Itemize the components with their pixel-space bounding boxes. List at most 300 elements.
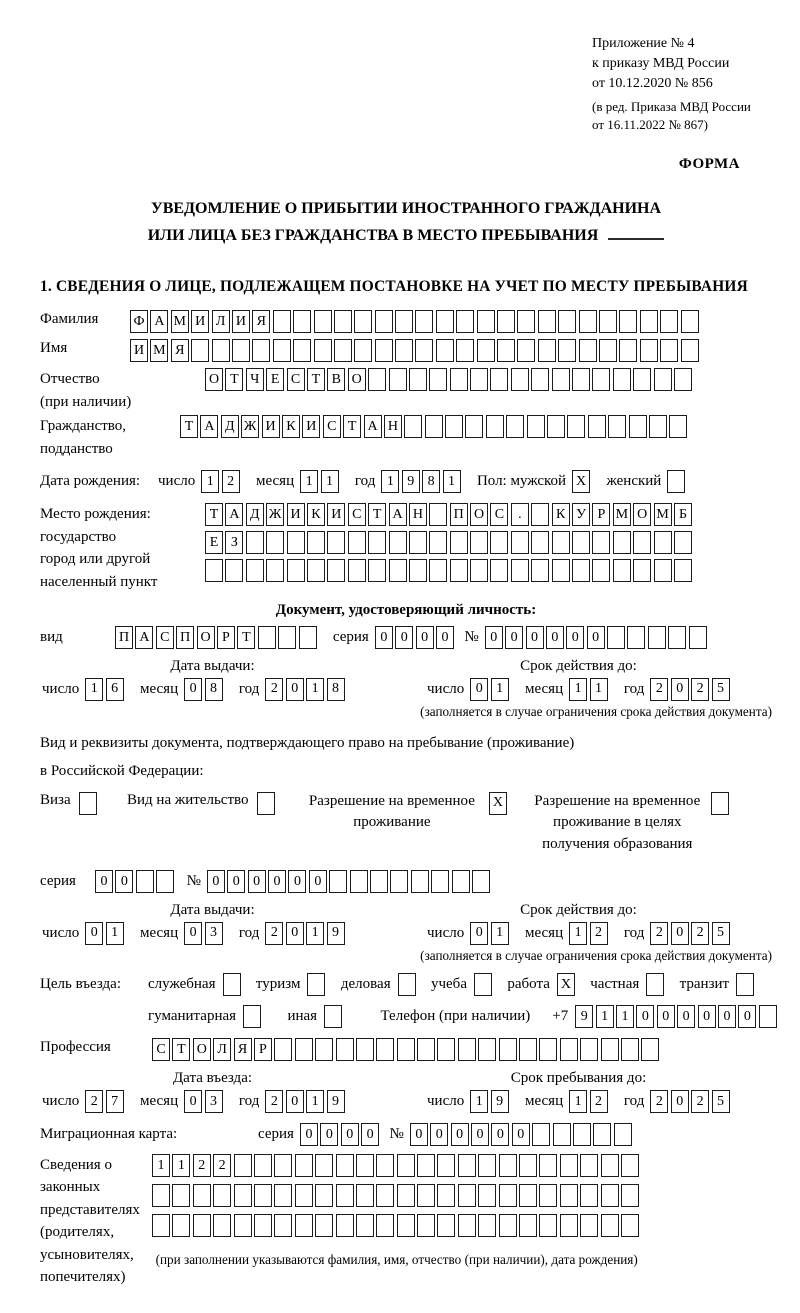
profession-field-cell[interactable] xyxy=(397,1038,415,1061)
birth-place-line1-cell[interactable]: П xyxy=(450,503,468,526)
profession-field-cell[interactable] xyxy=(437,1038,455,1061)
phone-field-cell[interactable]: 0 xyxy=(677,1005,695,1028)
citizenship-field-cell[interactable]: А xyxy=(200,415,218,438)
birth-place-line3-cell[interactable] xyxy=(266,559,284,582)
legal-reps-line2-cell[interactable] xyxy=(519,1184,537,1207)
doc-expiry-year-cell[interactable]: 5 xyxy=(712,678,730,701)
legal-reps-line1-cell[interactable] xyxy=(621,1154,639,1177)
birth-place-line3-cell[interactable] xyxy=(307,559,325,582)
legal-reps-line3-cell[interactable] xyxy=(539,1214,557,1237)
birth-place-line2-cell[interactable] xyxy=(654,531,672,554)
phone-field-cell[interactable]: 0 xyxy=(698,1005,716,1028)
legal-reps-line1-cell[interactable]: 1 xyxy=(172,1154,190,1177)
surname-field-cell[interactable] xyxy=(517,310,535,333)
birth-place-line1-cell[interactable]: М xyxy=(613,503,631,526)
doc-series-field-cell[interactable]: 0 xyxy=(416,626,434,649)
purpose-humanitarian-checkbox-cell[interactable] xyxy=(243,1005,261,1028)
legal-reps-line2-cell[interactable] xyxy=(621,1184,639,1207)
profession-field-cell[interactable] xyxy=(560,1038,578,1061)
migration-number-field-cell[interactable]: 0 xyxy=(451,1123,469,1146)
doc-kind-field-cell[interactable]: Т xyxy=(237,626,255,649)
birth-place-line2-cell[interactable] xyxy=(592,531,610,554)
birth-place-line2-cell[interactable]: З xyxy=(225,531,243,554)
doc-number-field-cell[interactable] xyxy=(668,626,686,649)
legal-reps-line3-cell[interactable] xyxy=(234,1214,252,1237)
birth-place-line3-cell[interactable] xyxy=(225,559,243,582)
given-name-field-cell[interactable] xyxy=(558,339,576,362)
surname-field-cell[interactable] xyxy=(579,310,597,333)
profession-field-cell[interactable] xyxy=(621,1038,639,1061)
entry-month-cell[interactable]: 3 xyxy=(205,1090,223,1113)
birth-place-line3-cell[interactable] xyxy=(205,559,223,582)
birth-place-line3-cell[interactable] xyxy=(470,559,488,582)
patronymic-field-cell[interactable] xyxy=(490,368,508,391)
legal-reps-line3-cell[interactable] xyxy=(315,1214,333,1237)
legal-reps-line2-cell[interactable] xyxy=(295,1184,313,1207)
patronymic-field-cell[interactable] xyxy=(450,368,468,391)
surname-field-cell[interactable] xyxy=(660,310,678,333)
given-name-field-cell[interactable] xyxy=(640,339,658,362)
legal-reps-line3-cell[interactable] xyxy=(580,1214,598,1237)
citizenship-field-cell[interactable] xyxy=(527,415,545,438)
edu-permit-checkbox-cell[interactable] xyxy=(711,792,729,815)
citizenship-field-cell[interactable] xyxy=(547,415,565,438)
birth-place-line1-cell[interactable]: Р xyxy=(592,503,610,526)
birth-place-line3-cell[interactable] xyxy=(490,559,508,582)
birth-place-line1-cell[interactable]: С xyxy=(490,503,508,526)
given-name-field-cell[interactable] xyxy=(517,339,535,362)
birth-month-cell[interactable]: 1 xyxy=(300,470,318,493)
profession-field-cell[interactable] xyxy=(315,1038,333,1061)
citizenship-field-cell[interactable]: И xyxy=(262,415,280,438)
birth-place-line2-cell[interactable] xyxy=(287,531,305,554)
birth-place-line2-cell[interactable]: Е xyxy=(205,531,223,554)
patronymic-field-cell[interactable] xyxy=(674,368,692,391)
birth-place-line3-cell[interactable] xyxy=(654,559,672,582)
doc-issue-day-cell[interactable]: 6 xyxy=(106,678,124,701)
doc-kind-field-cell[interactable]: Р xyxy=(217,626,235,649)
birth-place-line2-cell[interactable] xyxy=(429,531,447,554)
surname-field-cell[interactable] xyxy=(375,310,393,333)
profession-field-cell[interactable]: Л xyxy=(213,1038,231,1061)
profession-field-cell[interactable] xyxy=(539,1038,557,1061)
migration-number-field-cell[interactable] xyxy=(614,1123,632,1146)
phone-field-cell[interactable]: 0 xyxy=(718,1005,736,1028)
given-name-field-cell[interactable] xyxy=(314,339,332,362)
birth-place-line1-cell[interactable]: Т xyxy=(368,503,386,526)
purpose-private-checkbox-cell[interactable] xyxy=(646,973,664,996)
phone-field-cell[interactable]: 1 xyxy=(616,1005,634,1028)
given-name-field-cell[interactable] xyxy=(538,339,556,362)
citizenship-field-cell[interactable] xyxy=(486,415,504,438)
profession-field-cell[interactable]: Р xyxy=(254,1038,272,1061)
profession-field-cell[interactable]: О xyxy=(193,1038,211,1061)
citizenship-field-cell[interactable] xyxy=(629,415,647,438)
profession-field-cell[interactable] xyxy=(519,1038,537,1061)
legal-reps-line3-cell[interactable] xyxy=(336,1214,354,1237)
birth-month-cell[interactable]: 1 xyxy=(321,470,339,493)
doc-number-field-cell[interactable]: 0 xyxy=(587,626,605,649)
birth-place-line2-cell[interactable] xyxy=(246,531,264,554)
entry-year-cell[interactable]: 2 xyxy=(265,1090,283,1113)
surname-field-cell[interactable] xyxy=(497,310,515,333)
birth-place-line1-cell[interactable]: У xyxy=(572,503,590,526)
birth-place-line1-cell[interactable]: А xyxy=(225,503,243,526)
legal-reps-line3-cell[interactable] xyxy=(560,1214,578,1237)
permit-series-field-cell[interactable] xyxy=(136,870,154,893)
migration-number-field-cell[interactable]: 0 xyxy=(491,1123,509,1146)
birth-place-line1-cell[interactable]: К xyxy=(552,503,570,526)
birth-place-line2-cell[interactable] xyxy=(348,531,366,554)
citizenship-field-cell[interactable] xyxy=(567,415,585,438)
citizenship-field-cell[interactable]: Д xyxy=(221,415,239,438)
profession-field-cell[interactable]: С xyxy=(152,1038,170,1061)
birth-place-line1-cell[interactable]: К xyxy=(307,503,325,526)
sex-male-checkbox-cell[interactable]: X xyxy=(572,470,590,493)
profession-field-cell[interactable]: Я xyxy=(234,1038,252,1061)
given-name-field-cell[interactable] xyxy=(619,339,637,362)
legal-reps-line1-cell[interactable] xyxy=(519,1154,537,1177)
surname-field-cell[interactable] xyxy=(477,310,495,333)
citizenship-field-cell[interactable]: Т xyxy=(180,415,198,438)
purpose-tourism-checkbox-cell[interactable] xyxy=(307,973,325,996)
doc-number-field-cell[interactable] xyxy=(648,626,666,649)
patronymic-field-cell[interactable] xyxy=(572,368,590,391)
citizenship-field-cell[interactable] xyxy=(425,415,443,438)
purpose-study-checkbox-cell[interactable] xyxy=(474,973,492,996)
legal-reps-line1-cell[interactable] xyxy=(458,1154,476,1177)
permit-issue-year-cell[interactable]: 1 xyxy=(306,922,324,945)
legal-reps-line3-cell[interactable] xyxy=(376,1214,394,1237)
surname-field-cell[interactable] xyxy=(314,310,332,333)
surname-field-cell[interactable] xyxy=(354,310,372,333)
legal-reps-line2-cell[interactable] xyxy=(560,1184,578,1207)
migration-number-field-cell[interactable]: 0 xyxy=(512,1123,530,1146)
legal-reps-line1-cell[interactable] xyxy=(397,1154,415,1177)
residence-permit-checkbox-cell[interactable] xyxy=(257,792,275,815)
permit-expiry-year-cell[interactable]: 2 xyxy=(691,922,709,945)
birth-place-line3-cell[interactable] xyxy=(348,559,366,582)
stay-year-cell[interactable]: 0 xyxy=(671,1090,689,1113)
legal-reps-line1-cell[interactable] xyxy=(580,1154,598,1177)
legal-reps-line2-cell[interactable] xyxy=(397,1184,415,1207)
migration-number-field-cell[interactable] xyxy=(553,1123,571,1146)
birth-place-line3-cell[interactable] xyxy=(450,559,468,582)
legal-reps-line1-cell[interactable] xyxy=(274,1154,292,1177)
doc-expiry-day-cell[interactable]: 0 xyxy=(470,678,488,701)
legal-reps-line3-cell[interactable] xyxy=(295,1214,313,1237)
profession-field-cell[interactable] xyxy=(499,1038,517,1061)
given-name-field-cell[interactable]: И xyxy=(130,339,148,362)
permit-number-field-cell[interactable]: 0 xyxy=(288,870,306,893)
permit-expiry-year-cell[interactable]: 0 xyxy=(671,922,689,945)
permit-series-field-cell[interactable]: 0 xyxy=(115,870,133,893)
doc-issue-month-cell[interactable]: 8 xyxy=(205,678,223,701)
birth-place-line3-cell[interactable] xyxy=(287,559,305,582)
doc-series-field-cell[interactable]: 0 xyxy=(395,626,413,649)
permit-number-field-cell[interactable] xyxy=(329,870,347,893)
birth-place-line1-cell[interactable]: О xyxy=(470,503,488,526)
given-name-field-cell[interactable] xyxy=(273,339,291,362)
patronymic-field-cell[interactable]: С xyxy=(287,368,305,391)
surname-field-cell[interactable] xyxy=(415,310,433,333)
legal-reps-line2-cell[interactable] xyxy=(478,1184,496,1207)
permit-number-field-cell[interactable]: 0 xyxy=(309,870,327,893)
given-name-field-cell[interactable] xyxy=(681,339,699,362)
birth-place-line2-cell[interactable] xyxy=(307,531,325,554)
legal-reps-line1-cell[interactable] xyxy=(560,1154,578,1177)
phone-field-cell[interactable]: 0 xyxy=(657,1005,675,1028)
citizenship-field-cell[interactable]: К xyxy=(282,415,300,438)
migration-number-field-cell[interactable]: 0 xyxy=(410,1123,428,1146)
doc-number-field-cell[interactable] xyxy=(627,626,645,649)
legal-reps-line2-cell[interactable] xyxy=(376,1184,394,1207)
surname-field-cell[interactable] xyxy=(558,310,576,333)
patronymic-field-cell[interactable] xyxy=(409,368,427,391)
doc-series-field-cell[interactable]: 0 xyxy=(436,626,454,649)
legal-reps-line2-cell[interactable] xyxy=(172,1184,190,1207)
citizenship-field-cell[interactable]: А xyxy=(364,415,382,438)
legal-reps-line3-cell[interactable] xyxy=(601,1214,619,1237)
entry-day-cell[interactable]: 2 xyxy=(85,1090,103,1113)
entry-year-cell[interactable]: 0 xyxy=(286,1090,304,1113)
permit-number-field-cell[interactable]: 0 xyxy=(227,870,245,893)
doc-number-field-cell[interactable]: 0 xyxy=(526,626,544,649)
legal-reps-line2-cell[interactable] xyxy=(601,1184,619,1207)
legal-reps-line3-cell[interactable] xyxy=(499,1214,517,1237)
migration-series-field-cell[interactable]: 0 xyxy=(320,1123,338,1146)
doc-issue-day-cell[interactable]: 1 xyxy=(85,678,103,701)
birth-year-cell[interactable]: 9 xyxy=(402,470,420,493)
doc-number-field-cell[interactable]: 0 xyxy=(505,626,523,649)
permit-number-field-cell[interactable]: 0 xyxy=(268,870,286,893)
patronymic-field-cell[interactable] xyxy=(389,368,407,391)
legal-reps-line1-cell[interactable] xyxy=(336,1154,354,1177)
given-name-field-cell[interactable] xyxy=(191,339,209,362)
migration-number-field-cell[interactable]: 0 xyxy=(471,1123,489,1146)
birth-place-line2-cell[interactable] xyxy=(450,531,468,554)
legal-reps-line1-cell[interactable] xyxy=(234,1154,252,1177)
legal-reps-line2-cell[interactable] xyxy=(274,1184,292,1207)
citizenship-field-cell[interactable]: С xyxy=(323,415,341,438)
legal-reps-line2-cell[interactable] xyxy=(580,1184,598,1207)
surname-field-cell[interactable]: Я xyxy=(252,310,270,333)
profession-field-cell[interactable] xyxy=(336,1038,354,1061)
given-name-field-cell[interactable] xyxy=(660,339,678,362)
purpose-business-checkbox-cell[interactable] xyxy=(223,973,241,996)
permit-number-field-cell[interactable] xyxy=(431,870,449,893)
birth-place-line2-cell[interactable] xyxy=(674,531,692,554)
stay-month-cell[interactable]: 1 xyxy=(569,1090,587,1113)
stay-month-cell[interactable]: 2 xyxy=(590,1090,608,1113)
profession-field-cell[interactable] xyxy=(458,1038,476,1061)
visa-checkbox-cell[interactable] xyxy=(79,792,97,815)
birth-place-line1-cell[interactable]: . xyxy=(511,503,529,526)
permit-series-field-cell[interactable] xyxy=(156,870,174,893)
doc-issue-year-cell[interactable]: 2 xyxy=(265,678,283,701)
legal-reps-line1-cell[interactable] xyxy=(254,1154,272,1177)
legal-reps-line2-cell[interactable] xyxy=(336,1184,354,1207)
birth-place-line2-cell[interactable] xyxy=(368,531,386,554)
birth-place-line1-cell[interactable]: Ж xyxy=(266,503,284,526)
permit-number-field-cell[interactable] xyxy=(390,870,408,893)
given-name-field-cell[interactable] xyxy=(477,339,495,362)
birth-place-line2-cell[interactable] xyxy=(266,531,284,554)
doc-number-field-cell[interactable] xyxy=(689,626,707,649)
birth-place-line1-cell[interactable] xyxy=(429,503,447,526)
patronymic-field-cell[interactable] xyxy=(552,368,570,391)
doc-expiry-day-cell[interactable]: 1 xyxy=(491,678,509,701)
patronymic-field-cell[interactable] xyxy=(511,368,529,391)
phone-field-cell[interactable]: 9 xyxy=(575,1005,593,1028)
birth-place-line1-cell[interactable] xyxy=(531,503,549,526)
permit-number-field-cell[interactable] xyxy=(350,870,368,893)
legal-reps-line3-cell[interactable] xyxy=(172,1214,190,1237)
phone-field-cell[interactable]: 1 xyxy=(596,1005,614,1028)
given-name-field-cell[interactable] xyxy=(293,339,311,362)
birth-year-cell[interactable]: 8 xyxy=(422,470,440,493)
citizenship-field-cell[interactable]: Ж xyxy=(241,415,259,438)
purpose-commercial-checkbox-cell[interactable] xyxy=(398,973,416,996)
surname-field-cell[interactable] xyxy=(640,310,658,333)
doc-issue-month-cell[interactable]: 0 xyxy=(184,678,202,701)
citizenship-field-cell[interactable] xyxy=(669,415,687,438)
doc-number-field-cell[interactable]: 0 xyxy=(485,626,503,649)
birth-place-line1-cell[interactable]: И xyxy=(287,503,305,526)
birth-place-line3-cell[interactable] xyxy=(633,559,651,582)
birth-place-line1-cell[interactable]: О xyxy=(633,503,651,526)
surname-field-cell[interactable]: Л xyxy=(212,310,230,333)
citizenship-field-cell[interactable] xyxy=(465,415,483,438)
birth-place-line3-cell[interactable] xyxy=(368,559,386,582)
birth-place-line2-cell[interactable] xyxy=(389,531,407,554)
given-name-field-cell[interactable] xyxy=(334,339,352,362)
citizenship-field-cell[interactable] xyxy=(445,415,463,438)
doc-expiry-month-cell[interactable]: 1 xyxy=(590,678,608,701)
surname-field-cell[interactable] xyxy=(273,310,291,333)
birth-place-line1-cell[interactable]: С xyxy=(348,503,366,526)
surname-field-cell[interactable] xyxy=(681,310,699,333)
profession-field-cell[interactable] xyxy=(376,1038,394,1061)
birth-place-line1-cell[interactable]: Д xyxy=(246,503,264,526)
birth-place-line3-cell[interactable] xyxy=(409,559,427,582)
stay-year-cell[interactable]: 2 xyxy=(691,1090,709,1113)
legal-reps-line2-cell[interactable] xyxy=(193,1184,211,1207)
profession-field-cell[interactable] xyxy=(274,1038,292,1061)
legal-reps-line1-cell[interactable] xyxy=(315,1154,333,1177)
surname-field-cell[interactable]: М xyxy=(171,310,189,333)
legal-reps-line1-cell[interactable]: 2 xyxy=(213,1154,231,1177)
legal-reps-line2-cell[interactable] xyxy=(213,1184,231,1207)
profession-field-cell[interactable] xyxy=(356,1038,374,1061)
permit-issue-day-cell[interactable]: 0 xyxy=(85,922,103,945)
birth-place-line2-cell[interactable] xyxy=(633,531,651,554)
birth-place-line2-cell[interactable] xyxy=(572,531,590,554)
given-name-field-cell[interactable] xyxy=(497,339,515,362)
doc-number-field-cell[interactable]: 0 xyxy=(546,626,564,649)
migration-number-field-cell[interactable] xyxy=(573,1123,591,1146)
legal-reps-line3-cell[interactable] xyxy=(356,1214,374,1237)
purpose-work-checkbox-cell[interactable]: X xyxy=(557,973,575,996)
profession-field-cell[interactable] xyxy=(601,1038,619,1061)
citizenship-field-cell[interactable] xyxy=(506,415,524,438)
surname-field-cell[interactable] xyxy=(395,310,413,333)
legal-reps-line3-cell[interactable] xyxy=(417,1214,435,1237)
legal-reps-line2-cell[interactable] xyxy=(437,1184,455,1207)
legal-reps-line1-cell[interactable] xyxy=(499,1154,517,1177)
birth-place-line2-cell[interactable] xyxy=(409,531,427,554)
legal-reps-line1-cell[interactable] xyxy=(601,1154,619,1177)
doc-kind-field-cell[interactable] xyxy=(278,626,296,649)
birth-day-cell[interactable]: 1 xyxy=(201,470,219,493)
migration-number-field-cell[interactable] xyxy=(593,1123,611,1146)
surname-field-cell[interactable] xyxy=(619,310,637,333)
profession-field-cell[interactable] xyxy=(417,1038,435,1061)
permit-issue-month-cell[interactable]: 0 xyxy=(184,922,202,945)
legal-reps-line1-cell[interactable]: 2 xyxy=(193,1154,211,1177)
purpose-other-checkbox-cell[interactable] xyxy=(324,1005,342,1028)
doc-number-field-cell[interactable]: 0 xyxy=(566,626,584,649)
legal-reps-line2-cell[interactable] xyxy=(539,1184,557,1207)
patronymic-field-cell[interactable] xyxy=(613,368,631,391)
profession-field-cell[interactable] xyxy=(478,1038,496,1061)
doc-expiry-month-cell[interactable]: 1 xyxy=(569,678,587,701)
permit-number-field-cell[interactable] xyxy=(370,870,388,893)
citizenship-field-cell[interactable]: И xyxy=(302,415,320,438)
legal-reps-line3-cell[interactable] xyxy=(478,1214,496,1237)
birth-place-line3-cell[interactable] xyxy=(429,559,447,582)
given-name-field-cell[interactable] xyxy=(415,339,433,362)
surname-field-cell[interactable]: А xyxy=(150,310,168,333)
surname-field-cell[interactable] xyxy=(293,310,311,333)
stay-year-cell[interactable]: 2 xyxy=(650,1090,668,1113)
permit-expiry-year-cell[interactable]: 5 xyxy=(712,922,730,945)
legal-reps-line2-cell[interactable] xyxy=(152,1184,170,1207)
permit-expiry-year-cell[interactable]: 2 xyxy=(650,922,668,945)
legal-reps-line1-cell[interactable] xyxy=(376,1154,394,1177)
stay-day-cell[interactable]: 1 xyxy=(470,1090,488,1113)
legal-reps-line1-cell[interactable]: 1 xyxy=(152,1154,170,1177)
patronymic-field-cell[interactable] xyxy=(654,368,672,391)
permit-expiry-month-cell[interactable]: 2 xyxy=(590,922,608,945)
phone-field-cell[interactable]: 0 xyxy=(738,1005,756,1028)
phone-field-cell[interactable]: 0 xyxy=(636,1005,654,1028)
entry-year-cell[interactable]: 1 xyxy=(306,1090,324,1113)
legal-reps-line3-cell[interactable] xyxy=(274,1214,292,1237)
legal-reps-line2-cell[interactable] xyxy=(458,1184,476,1207)
given-name-field-cell[interactable]: М xyxy=(150,339,168,362)
given-name-field-cell[interactable] xyxy=(375,339,393,362)
purpose-transit-checkbox-cell[interactable] xyxy=(736,973,754,996)
legal-reps-line3-cell[interactable] xyxy=(458,1214,476,1237)
doc-kind-field-cell[interactable] xyxy=(299,626,317,649)
permit-issue-year-cell[interactable]: 2 xyxy=(265,922,283,945)
legal-reps-line2-cell[interactable] xyxy=(234,1184,252,1207)
patronymic-field-cell[interactable] xyxy=(368,368,386,391)
given-name-field-cell[interactable] xyxy=(599,339,617,362)
legal-reps-line2-cell[interactable] xyxy=(499,1184,517,1207)
legal-reps-line1-cell[interactable] xyxy=(437,1154,455,1177)
birth-place-line1-cell[interactable]: Н xyxy=(409,503,427,526)
legal-reps-line3-cell[interactable] xyxy=(213,1214,231,1237)
birth-year-cell[interactable]: 1 xyxy=(443,470,461,493)
profession-field-cell[interactable] xyxy=(641,1038,659,1061)
doc-kind-field-cell[interactable]: О xyxy=(197,626,215,649)
birth-place-line1-cell[interactable]: Б xyxy=(674,503,692,526)
patronymic-field-cell[interactable]: О xyxy=(205,368,223,391)
permit-number-field-cell[interactable] xyxy=(411,870,429,893)
citizenship-field-cell[interactable] xyxy=(608,415,626,438)
